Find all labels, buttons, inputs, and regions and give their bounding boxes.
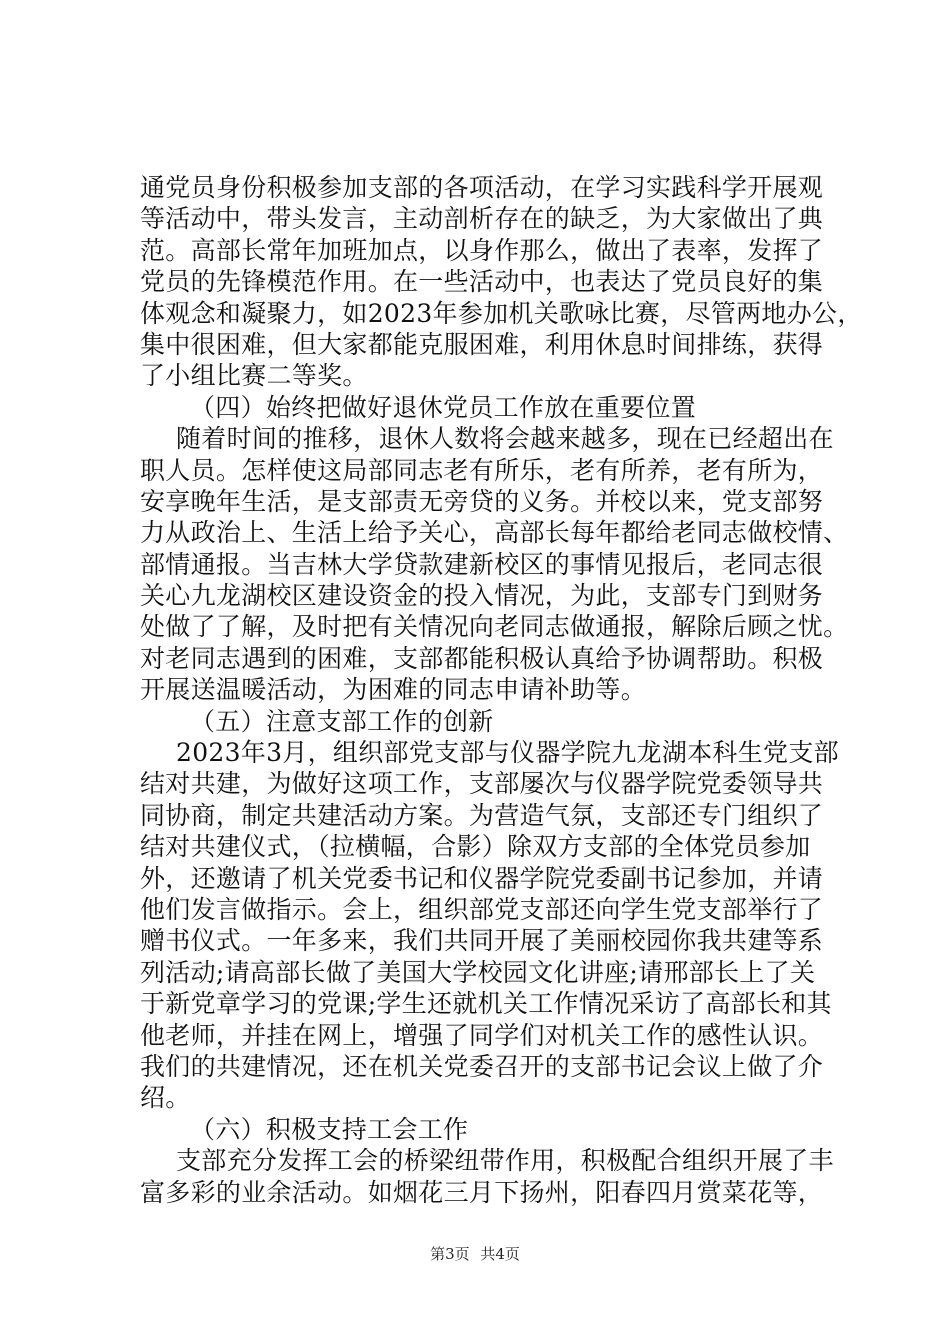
text-line: 结对共建，为做好这项工作，支部屡次与仪器学院党委领导共	[140, 769, 824, 799]
section-heading: （四）始终把做好退休党员工作放在重要位置	[190, 392, 697, 422]
text-line: 随着时间的推移，退休人数将会越来越多，现在已经超出在	[176, 424, 834, 454]
text-line: 职人员。怎样使这局部同志老有所乐，老有所养，老有所为，	[140, 455, 824, 485]
text-line: 安享晚年生活，是支部责无旁贷的义务。并校以来，党支部努	[140, 486, 824, 516]
text-line: 外，还邀请了机关党委书记和仪器学院党委副书记参加，并请	[140, 863, 824, 893]
text-line: 党员的先锋模范作用。在一些活动中，也表达了党员良好的集	[140, 267, 824, 297]
section-heading: （六）积极支持工会工作	[190, 1114, 469, 1144]
page-number: 第3页	[430, 1245, 470, 1263]
text-line: 部情通报。当吉林大学贷款建新校区的事情见报后，老同志很	[140, 549, 824, 579]
text-line: 绍。	[140, 1083, 191, 1113]
text-line: 了小组比赛二等奖。	[140, 361, 368, 391]
text-line: 2023年3月，组织部党支部与仪器学院九龙湖本科生党支部	[176, 738, 839, 768]
text-line: 处做了了解，及时把有关情况向老同志做通报，解除后顾之忧。	[140, 612, 849, 642]
text-line: 我们的共建情况，还在机关党委召开的支部书记会议上做了介	[140, 1051, 824, 1081]
text-line: 集中很困难，但大家都能克服困难，利用休息时间排练，获得	[140, 329, 824, 359]
text-line: 等活动中，带头发言，主动剖析存在的缺乏，为大家做出了典	[140, 204, 824, 234]
text-line: 支部充分发挥工会的桥梁纽带作用，积极配合组织开展了丰	[176, 1146, 834, 1176]
text-line: 于新党章学习的党课;学生还就机关工作情况采访了高部长和其	[140, 989, 832, 1019]
text-line: 他们发言做指示。会上，组织部党支部还向学生党支部举行了	[140, 894, 824, 924]
text-line: 他老师，并挂在网上，增强了同学们对机关工作的感性认识。	[140, 1020, 824, 1050]
text-line: 同协商，制定共建活动方案。为营造气氛，支部还专门组织了	[140, 800, 824, 830]
text-line: 列活动;请高部长做了美国大学校园文化讲座;请邢部长上了关	[140, 957, 816, 987]
section-heading: （五）注意支部工作的创新	[190, 706, 494, 736]
page-footer	[0, 1244, 950, 1264]
text-line: 开展送温暖活动，为困难的同志申请补助等。	[140, 675, 647, 705]
text-line: 关心九龙湖校区建设资金的投入情况，为此，支部专门到财务	[140, 581, 824, 611]
text-line: 赠书仪式。一年多来，我们共同开展了美丽校园你我共建等系	[140, 926, 824, 956]
text-line: 力从政治上、生活上给予关心，高部长每年都给老同志做校情、	[140, 518, 849, 548]
text-line: 通党员身份积极参加支部的各项活动，在学习实践科学开展观	[140, 173, 824, 202]
text-line: 对老同志遇到的困难，支部都能积极认真给予协调帮助。积极	[140, 643, 824, 673]
text-line: 富多彩的业余活动。如烟花三月下扬州，阳春四月赏菜花等，	[140, 1177, 824, 1207]
page-total: 共4页	[480, 1245, 520, 1263]
text-line: 体观念和凝聚力，如2023年参加机关歌咏比赛，尽管两地办公，	[140, 298, 863, 328]
document-body	[140, 172, 863, 1208]
text-line: 范。高部长常年加班加点，以身作那么，做出了表率，发挥了	[140, 235, 824, 265]
text-line: 结对共建仪式，（拉横幅，合影）除双方支部的全体党员参加	[140, 832, 811, 862]
